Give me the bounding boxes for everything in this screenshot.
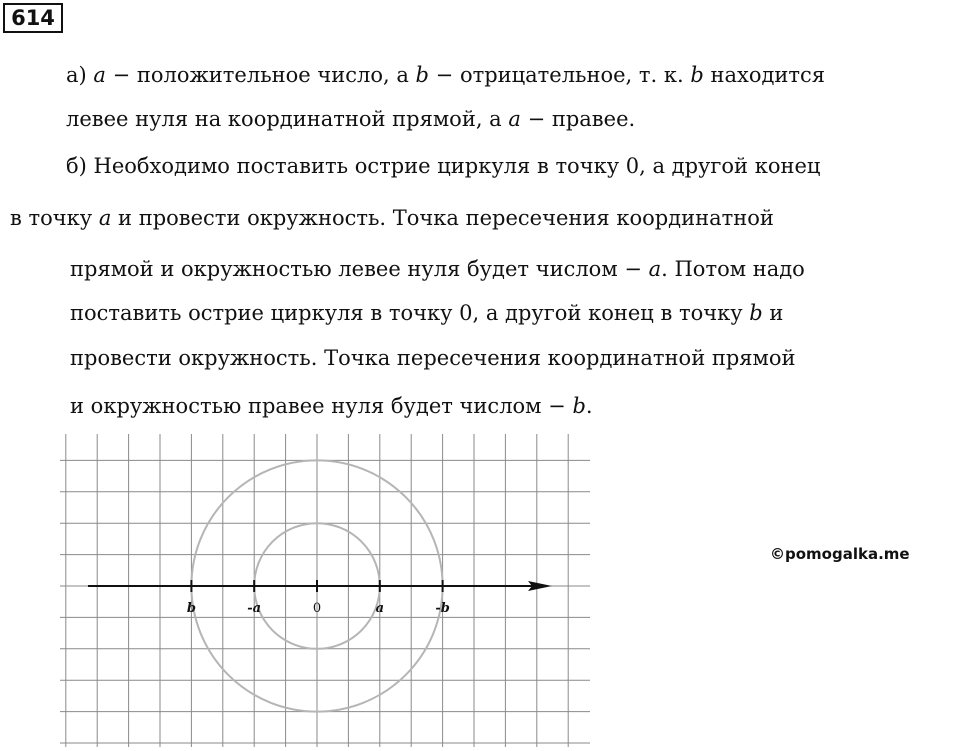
grid (60, 434, 590, 747)
point-label-neg-a: -a (247, 601, 262, 616)
point-label-neg-b: -b (435, 601, 450, 616)
part-b-line-1: б) Необходимо поставить острие циркуля в точку 0, а другой конец (66, 154, 821, 178)
part-b-line-5: провести окружность. Точка пересечения координатной прямой (70, 346, 796, 370)
part-b-line-2: в точку a и провести окружность. Точка пересечения координатной (10, 206, 774, 230)
part-a-line-1: а) a − положительное число, а b − отрицательное, т. к. b находится (66, 63, 826, 87)
coordinate-line-diagram (60, 434, 590, 747)
watermark: ©pomogalka.me (770, 545, 910, 563)
part-b-line-4: поставить острие циркуля в точку 0, а другой конец в точку b и (70, 301, 784, 325)
part-b-line-6: и окружностью правее нуля будет числом − b. (70, 394, 593, 418)
exercise-number: 614 (3, 3, 63, 33)
part-b-line-3: прямой и окружностью левее нуля будет числом − a. Потом надо (70, 257, 805, 281)
coordinate-figure (60, 434, 590, 747)
point-label-a: a (375, 601, 385, 616)
point-label-b: b (186, 601, 196, 616)
part-a-line-2: левее нуля на координатной прямой, а a − правее. (66, 107, 636, 131)
point-label-zero: 0 (312, 601, 322, 616)
